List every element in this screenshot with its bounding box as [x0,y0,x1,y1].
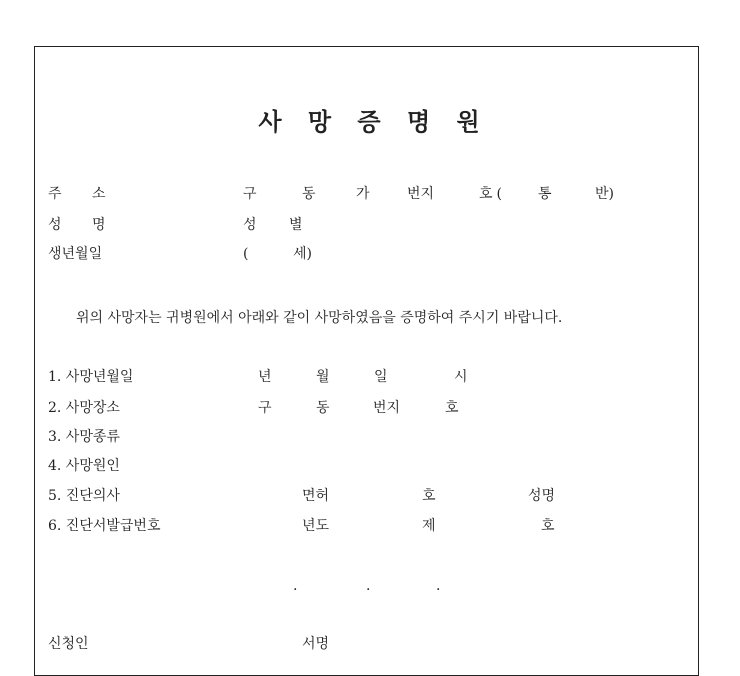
doctor-label: 5. 진단의사 [48,488,120,504]
death-date-day: 일 [374,369,388,385]
name-label: 성 명 [48,217,106,233]
signature-label: 서명 [302,636,330,652]
address-ho: 호( [479,186,506,202]
death-date-label: 1. 사망년월일 [48,369,134,385]
doctor-name: 성명 [528,488,556,504]
date-dot: . [436,578,441,594]
date-dot: . [293,578,298,594]
death-place-dong: 동 [316,400,330,416]
birth-open-paren: ( [243,246,249,262]
address-ban: 반) [595,186,614,202]
gender-label: 성 별 [243,217,303,233]
cert-no-year: 년도 [302,518,330,534]
death-date-hour: 시 [454,369,468,385]
death-date-month: 월 [316,369,330,385]
death-date-year: 년 [258,369,272,385]
death-place-ho: 호 [445,400,459,416]
date-dot: . [366,578,371,594]
death-type-label: 3. 사망종류 [48,429,120,445]
address-gu: 구 [243,186,257,202]
doctor-ho: 호 [422,488,436,504]
doctor-license: 면허 [302,488,330,504]
death-cause-label: 4. 사망원인 [48,458,120,474]
birth-label: 생년월일 [48,246,103,262]
death-place-label: 2. 사망장소 [48,400,120,416]
cert-no-ho: 호 [541,518,555,534]
address-ga: 가 [356,186,370,202]
address-beonji: 번지 [407,186,435,202]
address-dong: 동 [302,186,316,202]
applicant-label: 신청인 [48,636,89,652]
cert-no-je: 제 [422,518,436,534]
cert-no-label: 6. 진단서발급번호 [48,518,161,534]
death-place-gu: 구 [258,400,272,416]
address-tong: 통 [538,186,552,202]
death-place-beonji: 번지 [373,400,401,416]
address-label: 주 소 [48,186,106,202]
request-statement: 위의 사망자는 귀병원에서 아래와 같이 사망하였음을 증명하여 주시기 바랍니다. [76,310,563,326]
birth-age: 세) [293,246,312,262]
document-title: 사 망 증 명 원 [258,107,482,136]
